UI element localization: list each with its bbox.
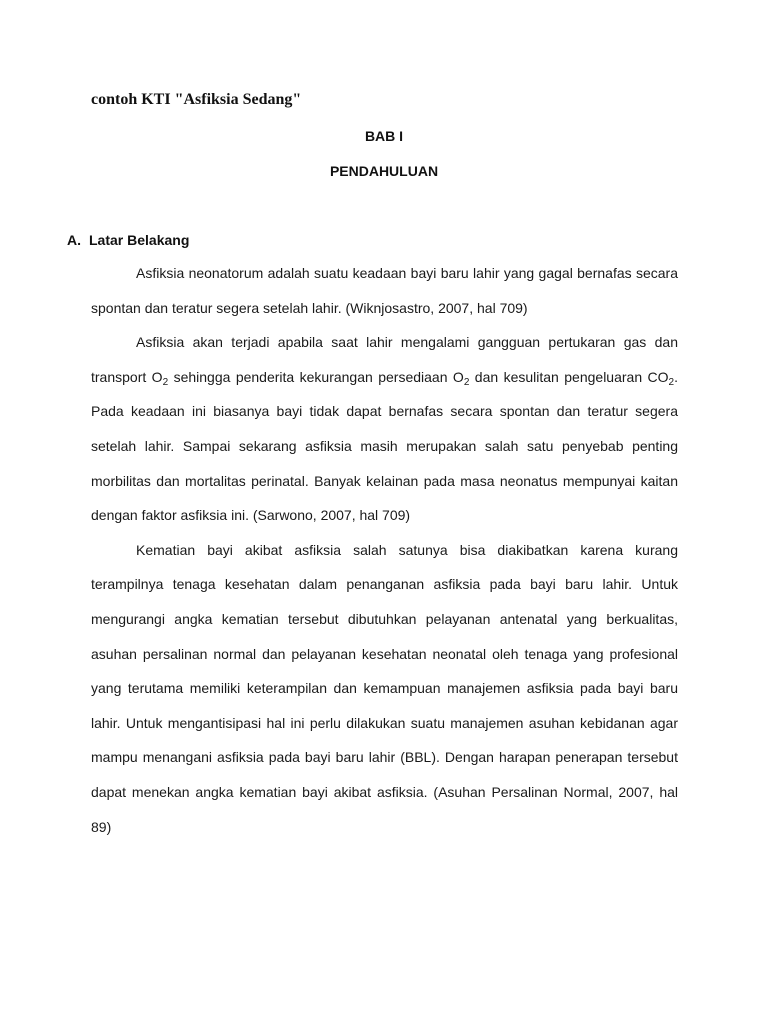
paragraph-2 [91,325,678,533]
paragraph-2-part-2: sehingga penderita kekurangan persediaan O [168,368,464,385]
subscript-o2-second: 2 [463,376,470,388]
paragraph-3: Kematian bayi akibat asfiksia salah satunya bisa diakibatkan karena kurang terampilnya tenaga kesehatan dalam penanganan asfiksia pada bayi baru lahir. Untuk mengurangi angka kematian tersebut dibutuhkan pelayanan antenatal yang berkualitas, asuhan persalinan normal dan pelayanan kesehatan neonatal oleh tenaga yang profesional yang terutama memiliki keterampilan dan kemampuan manajemen asfiksia pada bayi baru lahir. Untuk mengantisipasi hal ini perlu dilakukan suatu manajemen asuhan kebidanan agar mampu menangani asfiksia pada bayi baru lahir (BBL). Dengan harapan penerapan tersebut dapat menekan angka kematian bayi akibat asfiksia. (Asuhan Persalinan Normal, 2007, hal 89) [91,541,678,835]
chapter-title: PENDAHULUAN [329,163,439,179]
body-text [91,256,678,844]
paragraph-1: Asfiksia neonatorum adalah suatu keadaan bayi baru lahir yang gagal bernafas secara spontan dan teratur segera setelah lahir. (Wiknjosastro, 2007, hal 709) [91,265,678,316]
paragraph-2-part-3: dan kesulitan pengeluaran CO [469,368,669,385]
subscript-o2: 2 [162,376,169,388]
paragraph-2-part-4: . Pada keadaan ini biasanya bayi tidak dapat bernafas secara spontan dan teratur segera setelah lahir. Sampai sekarang asfiksia masih merupakan salah satu penyebab penting morbilitas dan mortalitas perinatal. Banyak kelainan pada masa neonatus mempunyai kaitan dengan faktor asfiksia ini. (Sarwono, 2007, hal 709) [91,368,678,524]
chapter-number: BAB I [364,128,404,144]
document-heading: contoh KTI "Asfiksia Sedang" [91,91,302,108]
section-heading [67,231,189,249]
section-title: Latar Belakang [89,232,190,248]
paragraph-2-part-1: Asfiksia akan terjadi apabila saat lahir mengalami gangguan pertukaran gas dan transport O [91,334,678,385]
section-number: A. [67,232,81,248]
subscript-co2: 2 [668,376,675,388]
